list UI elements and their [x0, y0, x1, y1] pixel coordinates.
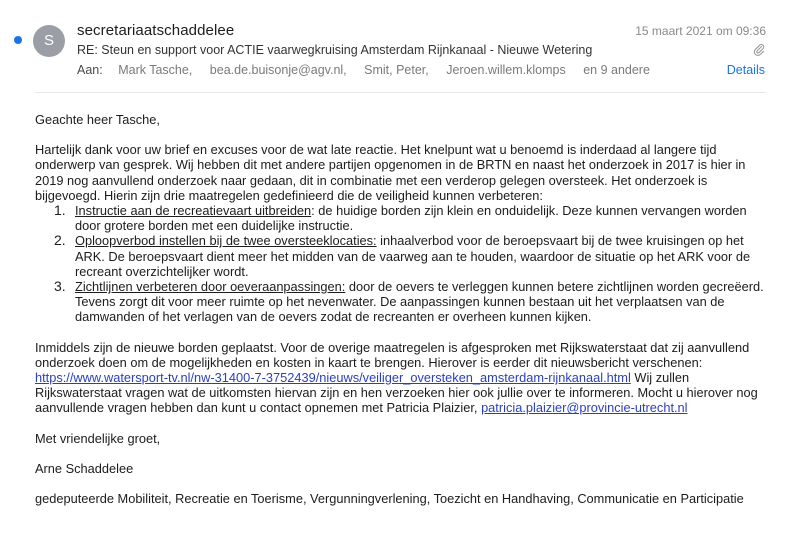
- message-subject: RE: Steun en support voor ACTIE vaarwegkruising Amsterdam Rijnkanaal - Nieuwe Wetering: [77, 43, 593, 57]
- measures-list: [35, 203, 770, 325]
- sender-name: secretariaatschaddelee: [77, 22, 235, 39]
- closing: Met vriendelijke groet,: [35, 430, 161, 446]
- recipients-row: [77, 63, 664, 77]
- update-text-continued: Wij zullen Rijkswaterstaat vragen wat de uitkomsten hiervan zijn en hen verzoeken hier ook jullie over te informeren. Mocht u hierover nog aanvullende vragen hebben dan kunt u contact opnemen met Patricia Plaizier,: [35, 370, 758, 416]
- message-body: [35, 112, 770, 521]
- measure-title: Instructie aan de recreatievaart uitbreiden: [75, 203, 312, 219]
- list-item: [35, 233, 770, 279]
- greeting: Geachte heer Tasche,: [35, 112, 160, 127]
- update-paragraph: [35, 340, 770, 416]
- list-item: [35, 203, 770, 233]
- measure-text: inhaalverbod voor de beroepsvaart bij de twee kruisingen op het ARK. De beroepsvaart dient meer het midden van de vaarweg aan te houden, waardoor de situatie op het ARK voor de recreant overzichtelijker wordt.: [75, 233, 751, 279]
- more-recipients[interactable]: en 9 andere: [583, 63, 650, 77]
- message-date: 15 maart 2021 om 09:36: [635, 24, 766, 38]
- update-text: Inmiddels zijn de nieuwe borden geplaatst. Voor de overige maatregelen is afgesproken met Rijkswaterstaat dat zij aanvullend onderzoek doen om de mogelijkheden en kosten in kaart te brengen. Hierover is eerder dit nieuwsbericht verschenen:: [35, 339, 750, 370]
- signature-title: gedeputeerde Mobiliteit, Recreatie en Toerisme, Vergunningverlening, Toezicht en Handhaving, Communicatie en Participatie: [35, 491, 744, 507]
- intro-paragraph: Hartelijk dank voor uw brief en excuses voor de wat late reactie. Het knelpunt wat u benoemd is inderdaad al langere tijd onderwerp van gesprek. Wij hebben dit met andere partijen opgenomen in de BRTN en naast het onderzoek in 2017 is hier in 2019 nog aanvullend onderzoek naar gedaan, dit in combinatie met een verderop gelegen oversteek. Het onderzoek is bijgevoegd. Hierin zijn drie maatregelen gedefinieerd die de veiligheid kunnen verbeteren:: [35, 142, 746, 203]
- measure-text: : de huidige borden zijn klein en onduidelijk. Deze kunnen vervangen worden door grotere borden met een duidelijke instructie.: [75, 203, 747, 234]
- list-number: 2.: [54, 232, 66, 249]
- recipient[interactable]: bea.de.buisonje@agv.nl,: [209, 63, 347, 77]
- measure-title: Oploopverbod instellen bij de twee oversteeklocaties:: [75, 233, 377, 249]
- contact-email-link[interactable]: patricia.plaizier@provincie-utrecht.nl: [481, 400, 688, 416]
- header-divider: [35, 92, 766, 93]
- to-label: Aan:: [77, 63, 103, 77]
- recipient[interactable]: Jeroen.willem.klomps: [446, 63, 566, 77]
- paperclip-icon: [753, 43, 765, 57]
- list-number: 1.: [54, 202, 66, 219]
- measure-text: door de oevers te verleggen kunnen betere zichtlijnen worden gecreëerd. Tevens zorgt dit voor meer ruimte op het nevenwater. De aanpassingen kunnen bestaan uit het verplaatsen van de damwanden of het verlagen van de oevers zodat de recreanten er overheen kunnen kijken.: [75, 279, 764, 325]
- list-number: 3.: [54, 278, 66, 295]
- signature-name: Arne Schaddelee: [35, 460, 134, 476]
- avatar: S: [33, 25, 65, 57]
- recipient[interactable]: Smit, Peter,: [364, 63, 429, 77]
- measure-title: Zichtlijnen verbeteren door oeveraanpassingen:: [75, 279, 346, 295]
- unread-indicator: [14, 36, 22, 44]
- details-button[interactable]: Details: [726, 63, 765, 77]
- news-link[interactable]: https://www.watersport-tv.nl/nw-31400-7-3752439/nieuws/veiliger_oversteken_amsterdam-rijnkanaal.html: [35, 370, 631, 386]
- list-item: [35, 279, 770, 325]
- recipient[interactable]: Mark Tasche,: [118, 63, 193, 77]
